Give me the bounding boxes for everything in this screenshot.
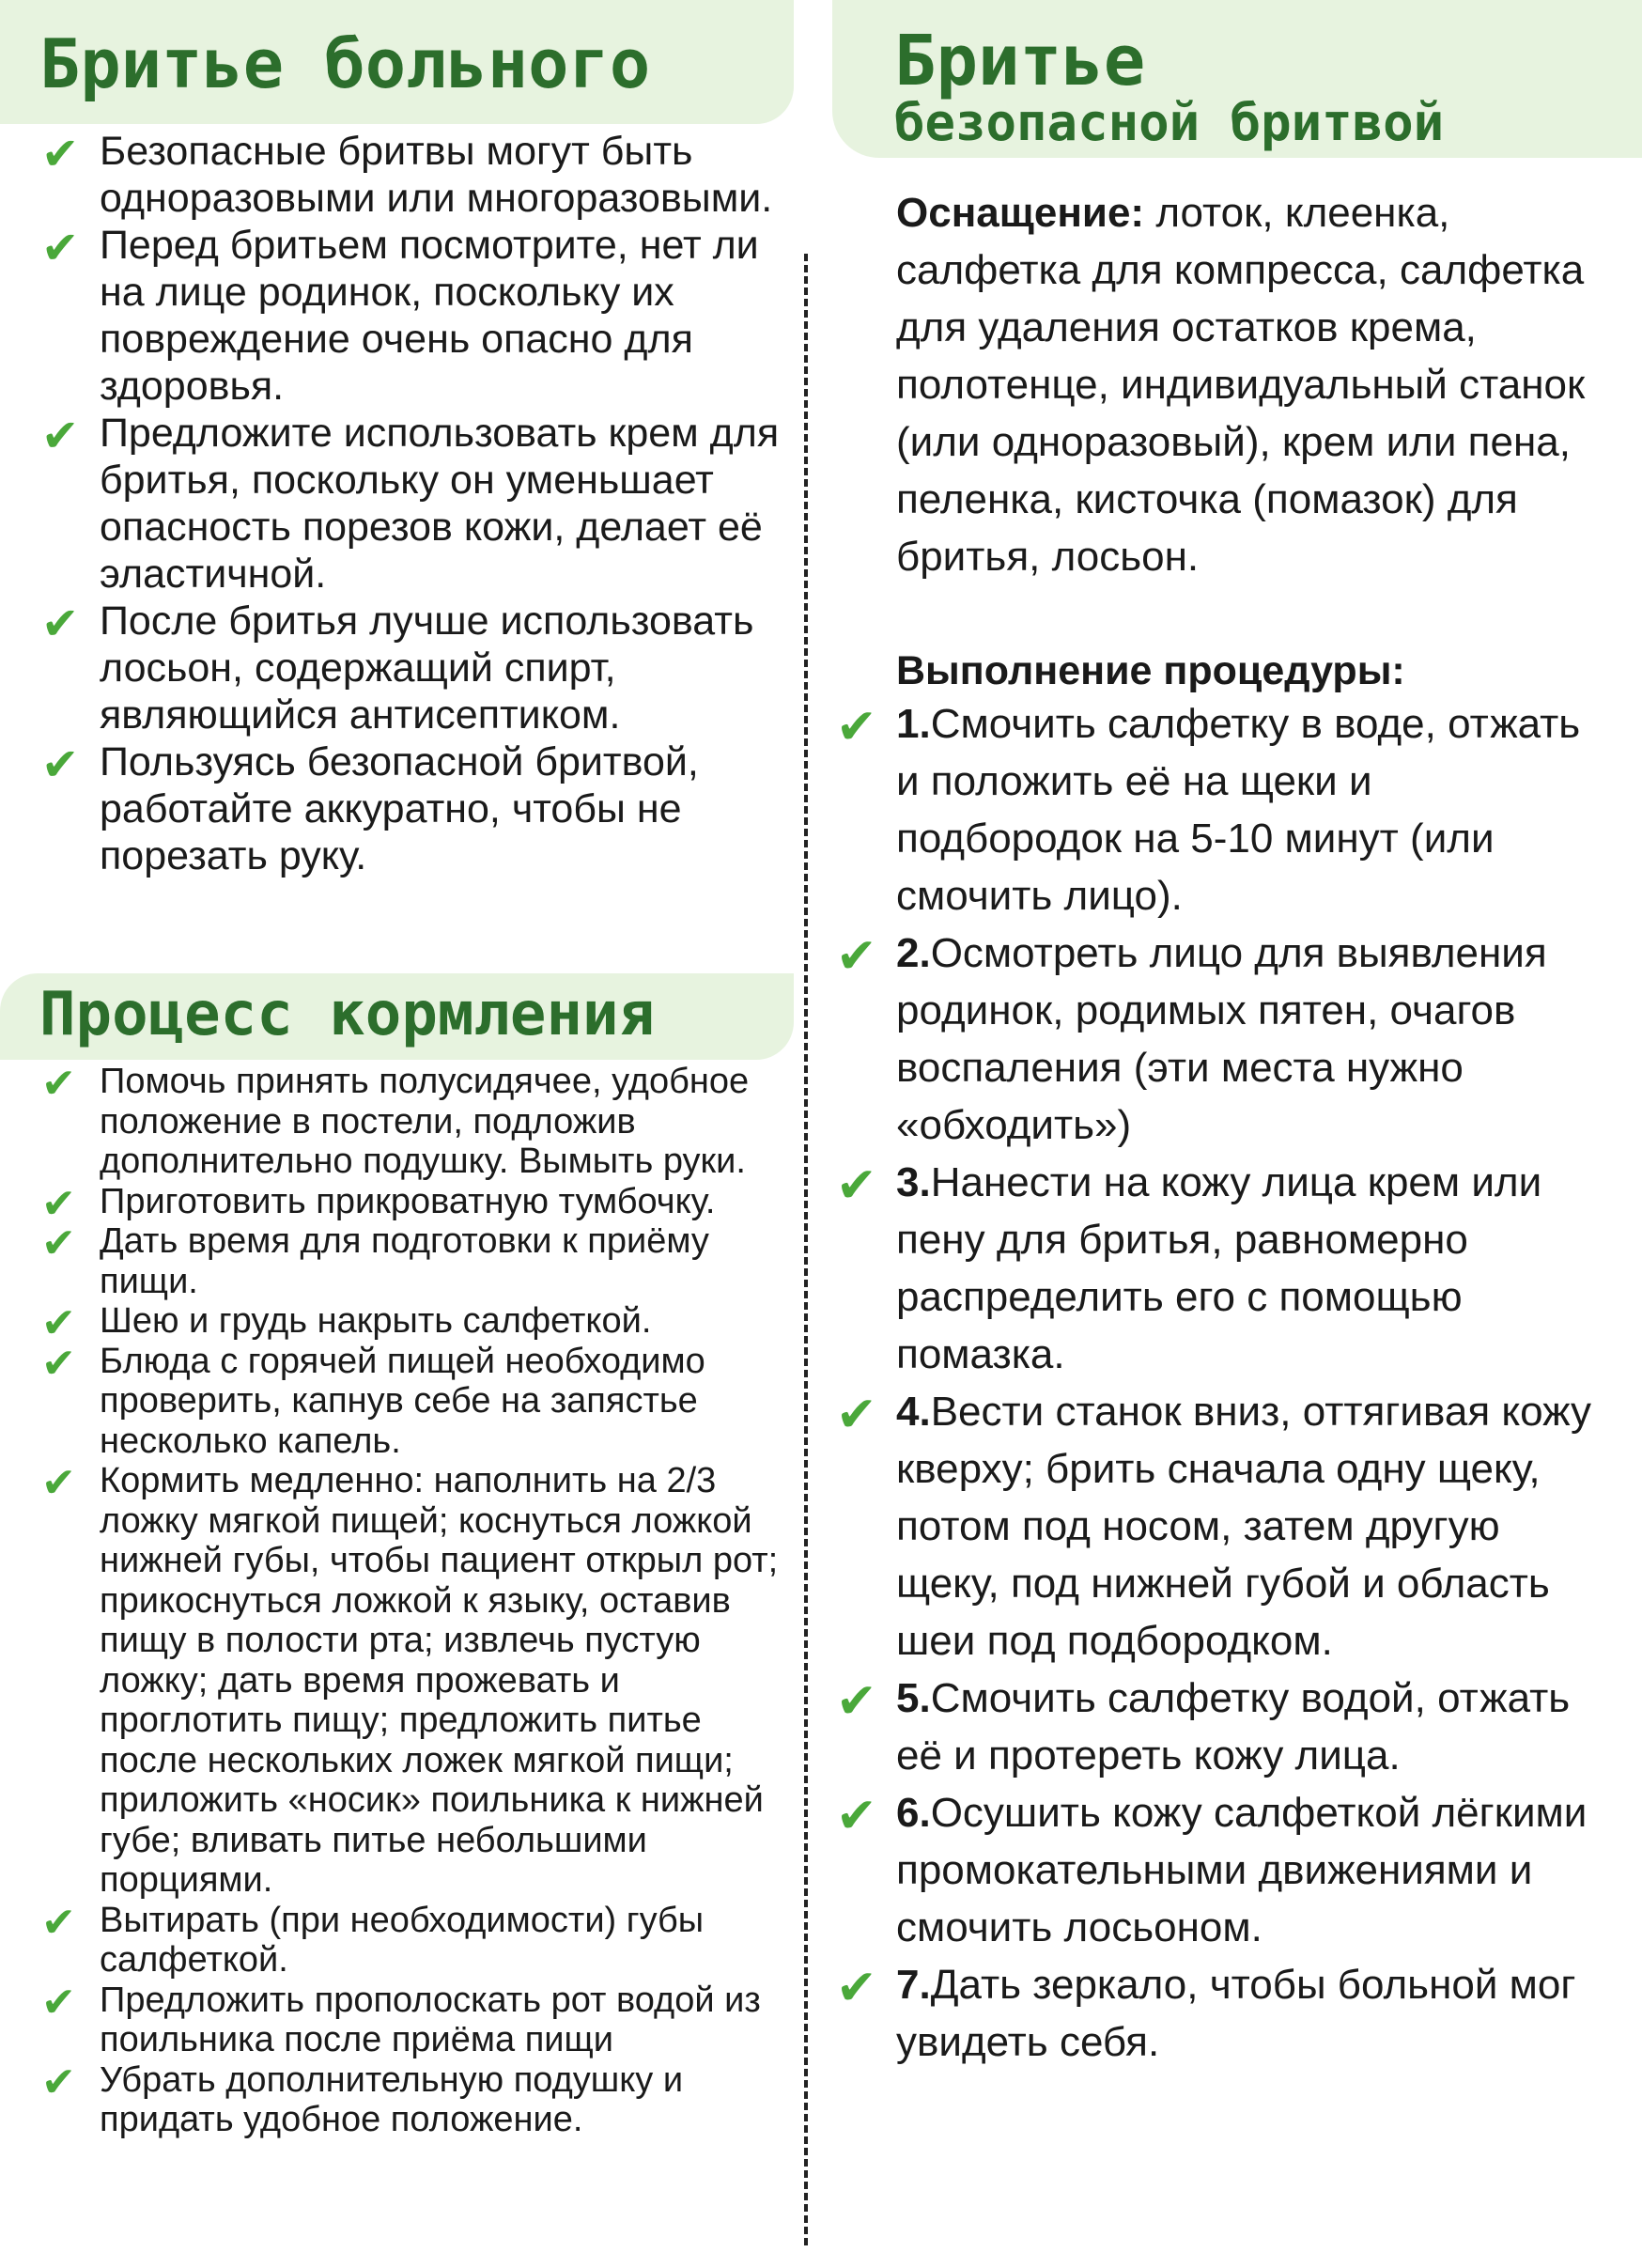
list-item [41, 738, 793, 879]
feeding-title: Процесс кормления [39, 980, 656, 1049]
procedure-steps-list [836, 695, 1606, 2071]
list-item-text: Помочь принять полусидячее, удобное положение в постели, подложив дополнительно подушку. Вымыть руки. [100, 1062, 750, 1181]
checkmark-icon: ✔ [41, 1898, 76, 1947]
step-number: 4. [896, 1389, 931, 1435]
step-number: 1. [896, 701, 931, 747]
list-item-text: Приготовить прикроватную тумбочку. [100, 1181, 716, 1221]
list-item [41, 1221, 802, 1301]
list-item [41, 1898, 802, 1981]
feeding-list [41, 1062, 802, 2140]
procedure-label: Выполнение процедуры: [896, 648, 1405, 693]
checkmark-icon: ✔ [41, 1179, 76, 1228]
checkmark-icon: ✔ [41, 1459, 76, 1507]
list-item [41, 598, 793, 738]
checkmark-icon: ✔ [41, 1339, 76, 1388]
list-item [836, 695, 1606, 924]
list-item-text: Предложить прополоскать рот водой из поильника после приёма пищи [100, 1980, 761, 2059]
step-text [896, 1784, 1606, 1956]
step-body: Нанести на кожу лица крем или пену для бритья, равномерно распределить его с помощью помазка. [896, 1159, 1542, 1377]
checkmark-icon: ✔ [41, 1299, 76, 1347]
list-item [41, 128, 793, 222]
checkmark-icon: ✔ [836, 928, 877, 985]
list-item [41, 1299, 802, 1347]
step-number: 2. [896, 930, 931, 976]
list-item-text: Вытирать (при необходимости) губы салфеткой. [100, 1900, 705, 1980]
step-number: 7. [896, 1962, 931, 2008]
list-item-text: Перед бритьем посмотрите, нет ли на лице родинок, поскольку их повреждение очень опасно для здоровья. [100, 223, 759, 409]
step-number: 5. [896, 1675, 931, 1721]
safety-razor-title-line2: безопасной бритвой [894, 93, 1445, 152]
list-item [41, 1461, 802, 1901]
list-item-text: Убрать дополнительную подушку и придать удобное положение. [100, 2059, 684, 2139]
checkmark-icon: ✔ [41, 1219, 76, 1267]
list-item [836, 1784, 1606, 1956]
equipment-text: лоток, клеенка, салфетка для компресса, салфетка для удаления остатков крема, полотенце, индивидуальный станок (или одноразовый), крем или пена, пеленка, кисточка (помазок) для бритья, лосьон. [896, 190, 1586, 580]
checkmark-icon: ✔ [41, 222, 80, 274]
step-body: Вести станок вниз, оттягивая кожу кверху; брить сначала одну щеку, потом под носом, затем другую щеку, под нижней губой и область шеи под подбородком. [896, 1389, 1592, 1664]
checkmark-icon: ✔ [41, 410, 80, 462]
checkmark-icon: ✔ [836, 1387, 877, 1443]
step-body: Смочить салфетку водой, отжать её и протереть кожу лица. [896, 1675, 1571, 1779]
list-item [41, 222, 793, 410]
list-item [836, 1670, 1606, 1784]
list-item [41, 1179, 802, 1228]
safety-razor-title-line1: Бритье [894, 21, 1146, 101]
list-item-text: Кормить медленно: наполнить на 2/3 ложку мягкой пищей; коснуться ложкой нижней губы, чтобы пациент открыл рот; прикоснуться ложкой к языку, оставив пищу в полости рта; извлечь пустую ложку; дать время прожевать и проглотить пищу; предложить питье после нескольких ложек мягкой пищи; приложить «носик» поильника к нижней губе; вливать питье небольшими порциями. [100, 1461, 779, 1900]
list-item [41, 1978, 802, 2060]
checkmark-icon: ✔ [41, 598, 80, 650]
list-item-text: После бритья лучше использовать лосьон, содержащий спирт, являющийся антисептиком. [100, 598, 754, 738]
checkmark-icon: ✔ [836, 1673, 877, 1730]
list-item [836, 1956, 1606, 2071]
shaving-sick-title: Бритье больного [39, 24, 651, 103]
step-text [896, 1154, 1606, 1383]
step-number: 6. [896, 1790, 931, 1836]
checkmark-icon: ✔ [836, 1157, 877, 1214]
checkmark-icon: ✔ [41, 1060, 76, 1108]
step-number: 3. [896, 1159, 931, 1205]
list-item-text: Дать время для подготовки к приёму пищи. [100, 1221, 709, 1301]
checkmark-icon: ✔ [836, 1960, 877, 2016]
list-item-text: Предложите использовать крем для бритья, поскольку он уменьшает опасность порезов кожи, делает её эластичной. [100, 411, 780, 597]
list-item [41, 1339, 802, 1462]
list-item-text: Шею и грудь накрыть салфеткой. [100, 1301, 652, 1341]
equipment-label: Оснащение: [896, 190, 1145, 236]
list-item [41, 410, 793, 598]
step-body: Дать зеркало, чтобы больной мог увидеть себя. [896, 1962, 1576, 2065]
list-item [836, 1383, 1606, 1670]
checkmark-icon: ✔ [41, 738, 80, 791]
list-item [836, 1154, 1606, 1383]
step-text [896, 695, 1606, 924]
step-text [896, 1956, 1606, 2071]
checkmark-icon: ✔ [836, 699, 877, 755]
checkmark-icon: ✔ [41, 1978, 76, 2027]
list-item [41, 2060, 802, 2140]
checkmark-icon: ✔ [41, 128, 80, 180]
checkmark-icon: ✔ [836, 1788, 877, 1844]
step-body: Смочить салфетку в воде, отжать и положить её на щеки и подбородок на 5-10 минут (или смочить лицо). [896, 701, 1581, 919]
list-item-text: Пользуясь безопасной бритвой, работайте аккуратно, чтобы не порезать руку. [100, 739, 699, 878]
list-item [41, 1062, 802, 1182]
shaving-sick-list [41, 128, 793, 879]
equipment-paragraph [896, 184, 1591, 585]
list-item [836, 924, 1606, 1154]
column-divider [804, 254, 808, 2245]
step-text [896, 924, 1606, 1154]
step-body: Осмотреть лицо для выявления родинок, родимых пятен, очагов воспаления (эти места нужно «обходить») [896, 930, 1547, 1148]
step-body: Осушить кожу салфеткой лёгкими промокательными движениями и смочить лосьоном. [896, 1790, 1588, 1950]
list-item-text: Блюда с горячей пищей необходимо проверить, капнув себе на запястье несколько капель. [100, 1341, 705, 1461]
step-text [896, 1383, 1606, 1670]
list-item-text: Безопасные бритвы могут быть одноразовыми или многоразовыми. [100, 129, 773, 221]
checkmark-icon: ✔ [41, 2058, 76, 2106]
step-text [896, 1670, 1606, 1784]
